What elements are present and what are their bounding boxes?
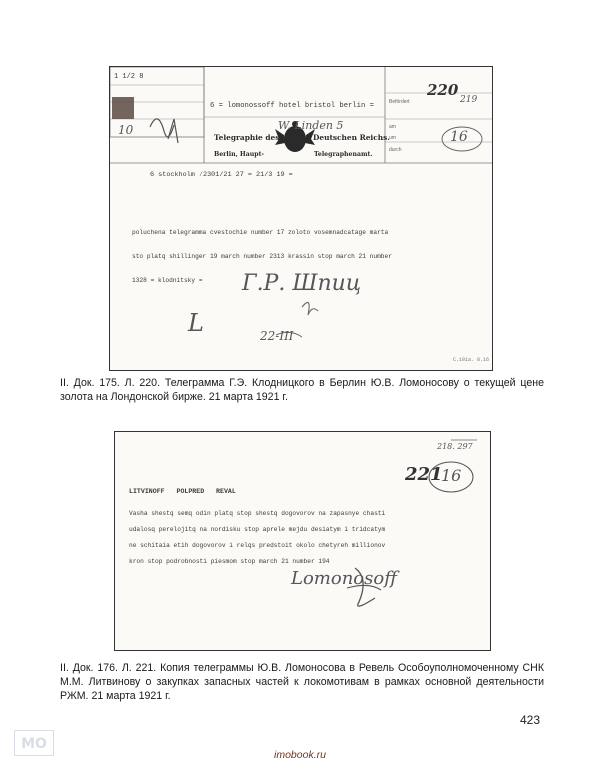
handwritten-signature: Lomonosoff — [291, 568, 397, 589]
form-city: Berlin, Haupt- — [214, 151, 265, 158]
body-line-3: ne schitaia etih dogovorov i relqs predstoit okolo chetyreh millionov — [129, 542, 386, 549]
logo-text: МО — [21, 736, 47, 752]
form-label-received: Befördert — [389, 99, 410, 105]
telegram-image-2 — [114, 431, 491, 651]
body-line-1: Vasha shestq semq odin platq stop shestq dogovorov na zapasnye chasti — [129, 510, 386, 517]
body-line-3: 1328 = klodnitsky = — [132, 277, 203, 284]
circled-number: 16 — [450, 129, 468, 145]
archive-sheet-number: 220 — [427, 81, 459, 99]
handwritten-date: 22-III — [260, 329, 294, 343]
site-link[interactable]: imobook.ru — [274, 749, 326, 761]
caption-doc-176: II. Док. 176. Л. 221. Копия телеграммы Ю.В. Ломоносова в Ревель Особоуполномоченному СНК М.М. Литвинову о закупках запасных частей к локомотивам в рамках основной деятельности РЖМ. 21 марта 1921 г. — [60, 662, 544, 702]
telegram-image-1 — [109, 66, 493, 371]
stockholm-line: 6 stockholm ⁄2301/21 27 = 21/3 19 = — [150, 171, 293, 179]
circled-number: 16 — [441, 466, 462, 485]
handwritten-initial: L — [188, 309, 204, 337]
caption-doc-175: II. Док. 175. Л. 220. Телеграмма Г.Э. Клодницкого в Берлин Ю.В. Ломоносову о текущей цене золота на Лондонской бирже. 21 марта 1921 г. — [60, 377, 544, 403]
form-office: Telegraphenamt. — [314, 151, 373, 158]
body-line-2: sto platq shillinger 19 march number 2313 krassin stop march 21 number — [132, 253, 392, 260]
header-address-line: 6 = lomonossoff hotel bristol berlin = — [210, 102, 374, 110]
archive-old-number: 218. 297 — [437, 442, 473, 451]
body-line-1: poluchena telegramma cvestochie number 17 zoloto vosemnadcatage marta — [132, 229, 389, 236]
telegram-form-lines — [110, 67, 492, 370]
form-title-left: Telegraphie des — [214, 133, 280, 142]
left-box-digits: 1 1/2 8 — [114, 73, 144, 81]
page-number: 423 — [519, 713, 540, 727]
archive-old-number: 219 — [460, 95, 478, 105]
body-line-2: udalosq perelojitq na nordisku stop aprele mejdu desiatym i tridcatym — [129, 526, 386, 533]
printer-mark: C.101a. 8.16 — [453, 357, 490, 363]
form-label-durch: durch — [389, 147, 402, 153]
body-line-4: kron stop podrobnosti piesmom stop march 21 number 194 — [129, 558, 330, 565]
form-label-am: am — [389, 124, 396, 130]
form-label-um: um — [389, 135, 396, 141]
handwritten-signature: Г.Р. Шпиц — [242, 271, 362, 296]
archive-sheet-number: 221 — [405, 464, 443, 485]
form-title-right: Deutschen Reichs. — [313, 133, 390, 142]
left-box-scrawl: 10 — [118, 123, 134, 137]
address-handwritten: W. Linden 5 — [278, 119, 344, 132]
telegram-address: LITVINOFF POLPRED REVAL — [129, 488, 236, 495]
